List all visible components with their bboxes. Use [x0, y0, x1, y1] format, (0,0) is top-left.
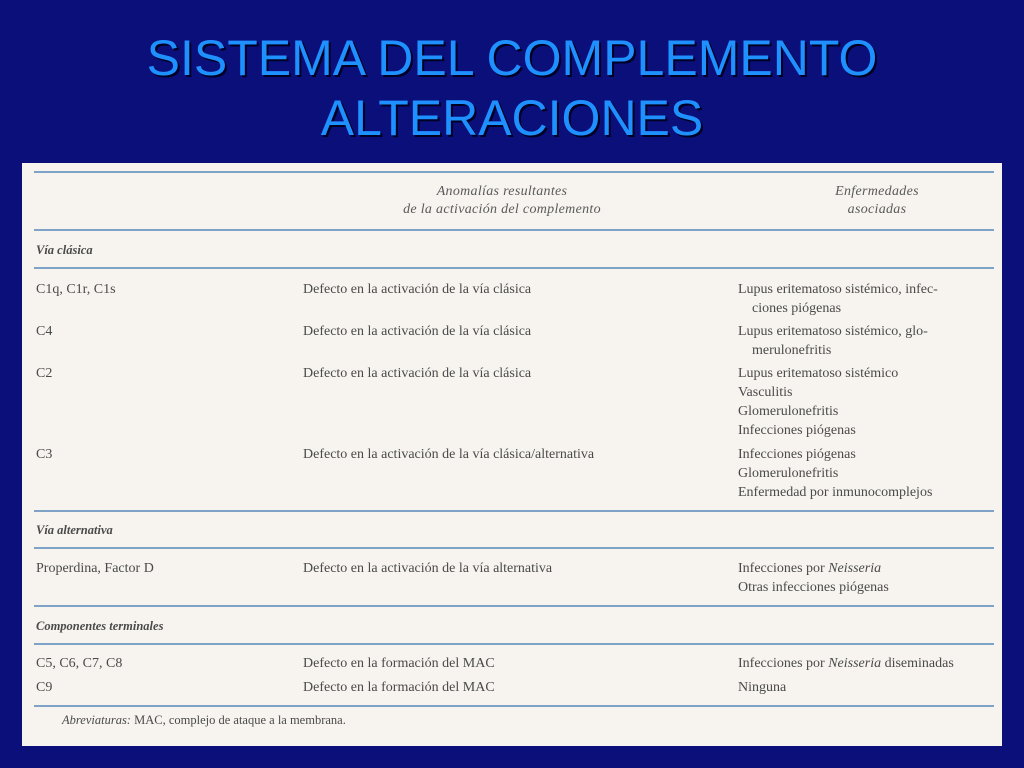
- footnote: [62, 711, 346, 730]
- row-anomaly: Defecto en la formación del MAC: [303, 656, 495, 671]
- disease-organism: Neisseria: [828, 656, 882, 671]
- row-component: C3: [36, 447, 53, 462]
- table-bottom-rule: [34, 705, 994, 707]
- row-disease: Glomerulonefritis: [738, 404, 839, 419]
- disease-prefix: Infecciones por: [738, 656, 829, 671]
- row-disease: [738, 559, 881, 578]
- disease-suffix: diseminadas: [881, 656, 954, 671]
- row-disease: Vasculitis: [738, 385, 793, 400]
- table-top-rule: [34, 171, 994, 173]
- row-disease: Lupus eritematoso sistémico: [738, 366, 899, 381]
- section-title-alternative: Vía alternativa: [36, 523, 113, 537]
- row-disease: Infecciones piógenas: [738, 423, 856, 438]
- row-anomaly: Defecto en la activación de la vía alternativa: [303, 561, 553, 576]
- slide-title-line2: ALTERACIONES: [320, 90, 704, 146]
- header-anomalies-line2: de la activación del complemento: [403, 202, 601, 217]
- section-rule-alternative: [34, 547, 994, 549]
- row-anomaly: Defecto en la formación del MAC: [303, 680, 495, 695]
- row-component: C1q, C1r, C1s: [36, 282, 116, 297]
- row-disease: Ninguna: [738, 680, 787, 695]
- row-component: C2: [36, 366, 53, 381]
- row-component: C9: [36, 680, 53, 695]
- header-diseases-line2: asociadas: [847, 202, 907, 217]
- row-component: Properdina, Factor D: [36, 561, 154, 576]
- row-disease: Otras infecciones piógenas: [738, 580, 889, 595]
- row-component: C4: [36, 324, 53, 339]
- header-rule: [34, 229, 994, 231]
- row-disease: Glomerulonefritis: [738, 466, 839, 481]
- slide-title-line1: SISTEMA DEL COMPLEMENTO: [146, 30, 878, 86]
- section-end-rule-classical: [34, 510, 994, 512]
- slide-title: [0, 28, 1024, 148]
- complement-table: [22, 163, 1002, 746]
- footnote-label: Abreviaturas:: [62, 713, 131, 727]
- row-disease: ciones piógenas: [752, 301, 842, 316]
- section-rule-classical: [34, 267, 994, 269]
- row-disease: Infecciones piógenas: [738, 447, 856, 462]
- row-anomaly: Defecto en la activación de la vía clásica: [303, 324, 532, 339]
- section-title-terminal: Componentes terminales: [36, 619, 164, 633]
- header-anomalies-line1: Anomalías resultantes: [436, 184, 568, 199]
- row-anomaly: Defecto en la activación de la vía clásica: [303, 366, 532, 381]
- row-disease: merulonefritis: [752, 343, 832, 358]
- row-component: C5, C6, C7, C8: [36, 656, 123, 671]
- footnote-text: MAC, complejo de ataque a la membrana.: [130, 713, 346, 727]
- row-anomaly: Defecto en la activación de la vía clásica: [303, 282, 532, 297]
- disease-prefix: Infecciones por: [738, 561, 829, 576]
- header-diseases-line1: Enfermedades: [835, 184, 919, 199]
- section-end-rule-alternative: [34, 605, 994, 607]
- section-title-classical: Vía clásica: [36, 243, 93, 257]
- row-disease: Lupus eritematoso sistémico, infec-: [738, 282, 938, 297]
- row-disease: Enfermedad por inmunocomplejos: [738, 485, 933, 500]
- disease-organism: Neisseria: [828, 561, 882, 576]
- row-anomaly: Defecto en la activación de la vía clásica/alternativa: [303, 447, 595, 462]
- section-rule-terminal: [34, 643, 994, 645]
- row-disease: [738, 654, 954, 673]
- row-disease: Lupus eritematoso sistémico, glo-: [738, 324, 928, 339]
